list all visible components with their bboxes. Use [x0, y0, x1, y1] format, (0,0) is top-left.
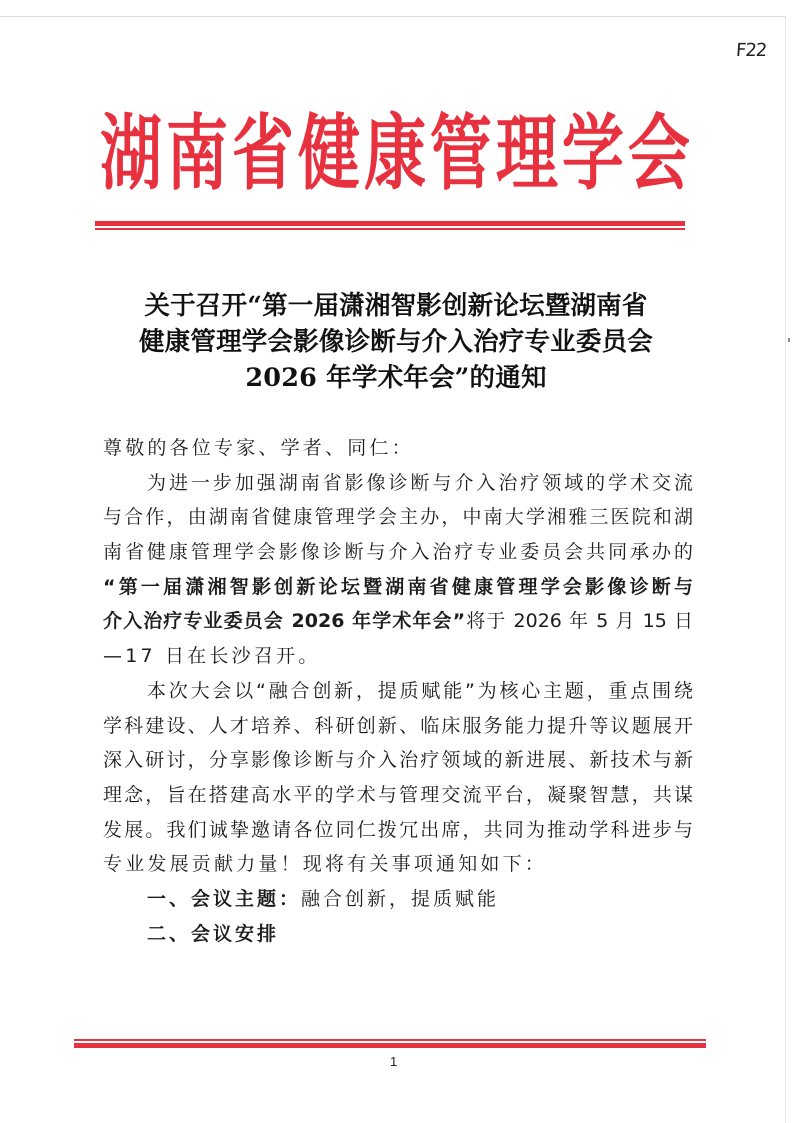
paragraph-line: 深入研讨，分享影像诊断与介入治疗领域的新进展、新技术与新 — [103, 749, 693, 772]
salutation: 尊敬的各位专家、学者、同仁： — [103, 437, 414, 459]
letterhead-char: 湖 — [100, 105, 163, 202]
notice-title-line: 2026 年学术年会”的通知 — [245, 363, 547, 393]
event-date-text: 将于 2026 年 5 月 15 日 — [465, 610, 693, 633]
paragraph-line: 与合作，由湖南省健康管理学会主办，中南大学湘雅三医院和湖 — [103, 506, 693, 529]
notice-title-line: 关于召开“第一届潇湘智影创新论坛暨湖南省 — [144, 291, 648, 321]
paragraph-line: 专业发展贡献力量！现将有关事项通知如下： — [103, 853, 548, 876]
letterhead-organization-name — [100, 105, 690, 202]
paragraph-line: 南省健康管理学会影像诊断与介入治疗专业委员会共同承办的 — [103, 541, 693, 564]
section-label: 二、会议安排 — [147, 922, 280, 945]
section-content: 融合创新，提质赋能 — [301, 887, 500, 910]
letterhead-rule-thick — [95, 221, 685, 226]
letterhead-rule-thin — [95, 228, 685, 230]
letterhead-char: 健 — [297, 105, 360, 202]
scan-artifact-dot — [788, 338, 790, 342]
letterhead-char: 省 — [231, 105, 294, 202]
paragraph-line: 为进一步加强湖南省影像诊断与介入治疗领域的学术交流 — [147, 471, 693, 494]
paragraph-line: 发展。我们诚挚邀请各位同仁拨冗出席，共同为推动学科进步与 — [103, 818, 693, 841]
paragraph-line-event-name: “第一届潇湘智影创新论坛暨湖南省健康管理学会影像诊断与 — [103, 575, 693, 598]
footer-rule-thin — [74, 1039, 706, 1041]
letterhead-char: 康 — [363, 105, 426, 202]
page-number: 1 — [390, 1054, 398, 1069]
event-name-continuation: 介入治疗专业委员会 2026 年学术年会” — [103, 610, 466, 633]
paragraph-line: 理念，旨在搭建高水平的学术与管理交流平台，凝聚智慧，共谋 — [103, 783, 693, 806]
notice-body — [103, 431, 693, 951]
handwritten-document-code: F22 — [735, 40, 767, 61]
paragraph-line: —17 日在长沙召开。 — [103, 645, 321, 668]
letterhead-char: 理 — [495, 105, 558, 202]
paragraph-line: 学科建设、人才培养、科研创新、临床服务能力提升等议题展开 — [103, 714, 693, 737]
scan-right-edge — [785, 16, 786, 1123]
paragraph-line: 本次大会以“融合创新，提质赋能”为核心主题，重点围绕 — [147, 679, 693, 702]
section-label: 一、会议主题： — [147, 887, 302, 910]
letterhead-char: 管 — [429, 105, 492, 202]
notice-title — [96, 288, 696, 396]
scan-top-edge — [0, 16, 786, 17]
notice-title-line: 健康管理学会影像诊断与介入治疗专业委员会 — [138, 327, 653, 357]
section-meeting-theme — [103, 882, 693, 917]
section-meeting-arrangement — [103, 917, 693, 952]
footer-rule-thick — [74, 1043, 706, 1048]
letterhead-char: 学 — [561, 105, 624, 202]
letterhead-char: 会 — [627, 105, 690, 202]
paragraph-line-mixed — [103, 604, 693, 639]
letterhead-char: 南 — [165, 105, 228, 202]
